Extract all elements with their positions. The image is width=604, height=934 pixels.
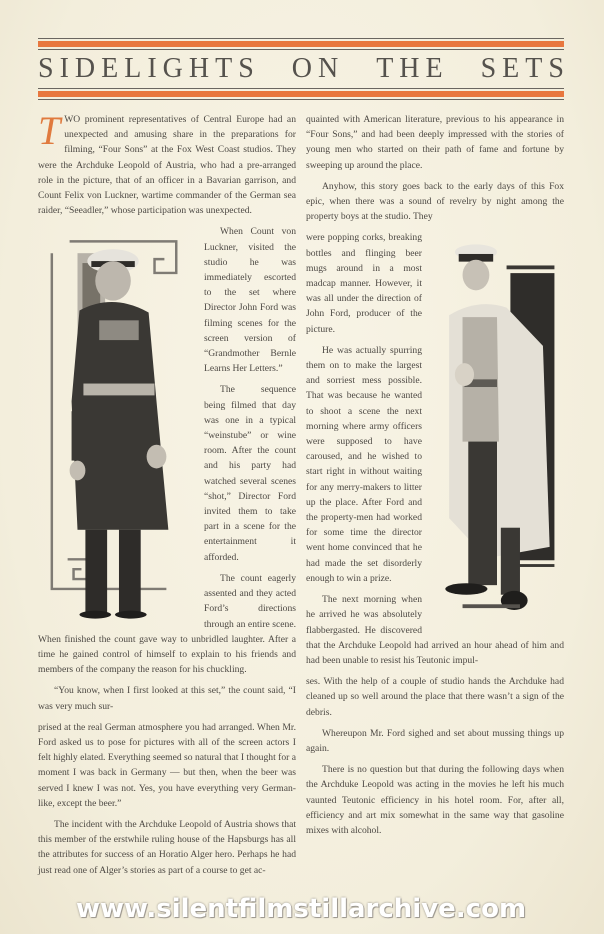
archduke-figure-illustration — [430, 236, 564, 628]
paragraph: “You know, when I first looked at this set,” the count said, “I was very much sur- — [38, 685, 296, 712]
paragraph: The next morning when he arrived he was absolutely flabbergasted. He discovered that the Archduke Leopold had arrived an hour ahead of him and had been unable to resist his Teutonic impul- — [306, 594, 564, 666]
luckner-figure-illustration — [38, 230, 196, 622]
watermark: www.silentfilmstillarchive.com — [75, 893, 527, 924]
paragraph: The sequence being filmed that day was one in a typical “weinstube” or wine room. After the count and his party had watched several scenes “shot,” Director Ford invited them to take part in a scene for the entertainment it afforded. — [204, 384, 296, 563]
title-word-sets: SETS — [480, 53, 570, 84]
paragraph: were popping corks, breaking bottles and flinging beer mugs around in a most madcap manner. However, it was all under the direction of John Ford, producer of the picture. — [306, 232, 422, 335]
title-word-on: ON — [291, 53, 345, 84]
header-rule-thin-bottom-2 — [38, 99, 564, 100]
header-rule-thin-top — [38, 38, 564, 39]
right-column — [306, 112, 564, 884]
page-title — [38, 52, 570, 86]
drop-cap: T — [38, 108, 61, 153]
header-rule-orange-bottom — [38, 91, 564, 97]
intro-text: WO prominent representatives of Central Europe had an unexpected and amusing share in the preparations for filming, “Four Sons” at the Fox West Coast studios. They were the Archduke Leopold of Austria, who had a pre-arranged role in the picture, that of an officer in a Bavarian garrison, and Count Felix von Luckner, wartime commander of the German sea raider, “Seeadler,” whose participation was unexpected. — [38, 114, 296, 217]
intro-paragraph — [38, 108, 296, 218]
paragraph: Whereupon Mr. Ford sighed and set about mussing things up again. — [306, 727, 564, 754]
header-rule-thin-bottom — [38, 88, 564, 89]
title-word-sidelights: SIDELIGHTS — [38, 53, 260, 84]
paragraph: prised at the real German atmosphere you had arranged. When Mr. Ford asked us to pose for pictures with all of the screen actors I felt highly elated. Everything seemed so natural that I thought for a moment I was back in Germany — but then, when the beer was served I knew I was not. Yes, you have everything very German-like, except the beer.” — [38, 721, 296, 809]
header-rule-thin-top-2 — [38, 49, 564, 50]
paragraph: quainted with American literature, previous to his appearance in “Four Sons,” and had been deeply impressed with the stories of young men who started on their path of fame and fortune by sweeping up around the place. — [306, 114, 564, 171]
paragraph: There is no question but that during the following days when the Archduke Leopold was acting in the movies he left his much vaunted Teutonic efficiency in his hotel room. For, after all, efficiency and art mix somewhat in the same way that gasoline mixes with alcohol. — [306, 764, 564, 836]
photo-archduke-leopold — [430, 236, 564, 628]
left-column — [38, 108, 296, 884]
header-rule-orange-top — [38, 41, 564, 47]
paragraph: ses. With the help of a couple of studio hands the Archduke had cleaned up so well around the place that there wasn’t a sign of the debris. — [306, 676, 564, 718]
paragraph: He was actually spurring them on to make the largest and sorriest mess possible. That was because he wanted to shoot a scene the next morning where army officers were supposed to have caroused, and he wished to start right in without waiting for any merry-makers to litter up the place. After Ford and the property-men had worked for some time the director went home convinced that he had made the set disorderly enough to win a prize. — [306, 344, 422, 584]
paragraph: When Count von Luckner, visited the studio he was immediately escorted to the set where Director John Ford was filming scenes for the screen version of “Grandmother Bernle Learns Her Letters.” — [204, 226, 296, 375]
page-header — [38, 38, 570, 100]
paragraph: Anyhow, this story goes back to the early days of this Fox epic, when there was a sound of revelry by night among the property boys at the studio. They — [306, 180, 564, 223]
article-columns — [38, 108, 564, 884]
title-word-the: THE — [376, 53, 449, 84]
paragraph: The count eagerly assented and they acted Ford’s directions through an entire scene. When finished the count gave way to unbridled laughter. After a time he gained control of himself to explain to his friends and members of the company the reason for his chuckling. — [38, 572, 296, 676]
photo-count-von-luckner — [38, 230, 196, 622]
paragraph: The incident with the Archduke Leopold of Austria shows that this member of the erstwhile ruling house of the Hapsburgs has all the attributes for success of an Horatio Alger hero. Perhaps he had just read one of Alger’s stories as part of a course to get ac- — [38, 818, 296, 876]
